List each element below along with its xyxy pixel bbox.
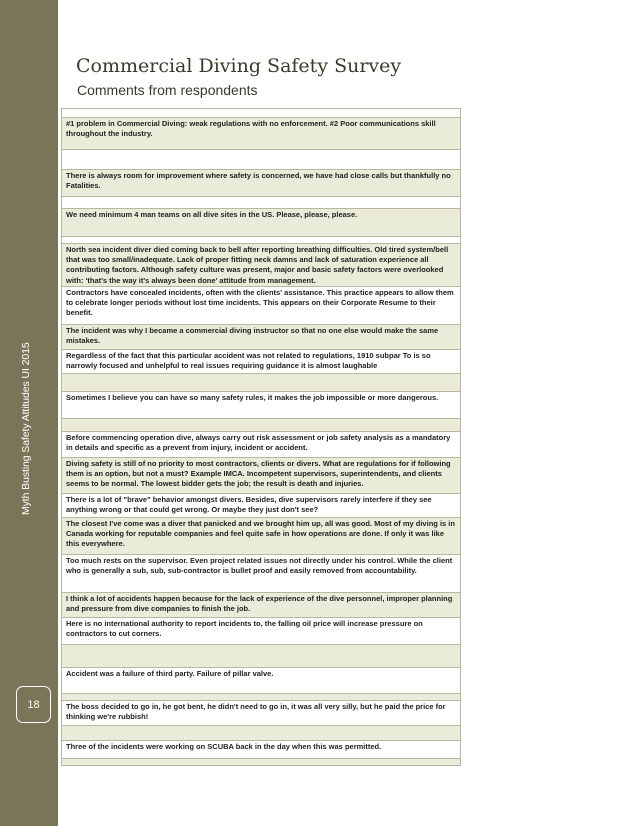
table-row: There is always room for improvement where safety is concerned, we have had close calls but thankfully no Fatalities. bbox=[62, 169, 460, 196]
table-row bbox=[62, 725, 460, 740]
table-row bbox=[62, 644, 460, 667]
table-row: There is a lot of "brave" behavior amongst divers. Besides, dive supervisors rarely interfere if they see anything wrong or that could get wrong. Or maybe they just don't see? bbox=[62, 493, 460, 517]
table-row: #1 problem in Commercial Diving: weak regulations with no enforcement. #2 Poor communications skill throughout the industry. bbox=[62, 117, 460, 149]
page-number: 18 bbox=[16, 686, 51, 723]
table-row bbox=[62, 109, 460, 117]
table-row: Sometimes I believe you can have so many safety rules, it makes the job impossible or more dangerous. bbox=[62, 391, 460, 418]
table-row bbox=[62, 196, 460, 208]
page-title: Commercial Diving Safety Survey bbox=[76, 55, 402, 77]
table-row bbox=[62, 758, 460, 765]
table-row bbox=[62, 236, 460, 243]
table-row bbox=[62, 418, 460, 431]
table-row: Too much rests on the supervisor. Even project related issues not directly under his control. While the client who is generally a sub, sub, sub-contractor is bullet proof and easily removed from accountability. bbox=[62, 554, 460, 592]
comments-table bbox=[61, 108, 461, 766]
table-row bbox=[62, 373, 460, 391]
table-row: The closest I've come was a diver that panicked and we brought him up, all was good. Most of my diving is in Canada working for reputable companies and feel quite safe in how operations are done. If only it was like this everywhere. bbox=[62, 517, 460, 554]
table-row bbox=[62, 693, 460, 700]
table-row: Contractors have concealed incidents, often with the clients' assistance. This practice appears to allow them to celebrate longer periods without lost time incidents. This appears on their Corporate Resume to their benefit. bbox=[62, 286, 460, 324]
table-row: Here is no international authority to report incidents to, the falling oil price will increase pressure on contractors to cut corners. bbox=[62, 617, 460, 644]
table-row: Before commencing operation dive, always carry out risk assessment or job safety analysis as a mandatory in details and specific as a prevent from injury, incident or accident. bbox=[62, 431, 460, 457]
page-subtitle: Comments from respondents bbox=[77, 82, 258, 98]
side-title: Myth Busting Safety Attitudes UI 2015 bbox=[20, 342, 32, 515]
table-row: North sea incident diver died coming back to bell after reporting breathing difficulties. Old tired system/bell that was too small/inadequate. Lack of proper fitting neck damns and lack of saturation experience all contributing factors. Although safety culture was present, major and basic safety factors were overlooked with: 'that's the way it's always been done' attitude from management. bbox=[62, 243, 460, 286]
table-row: Diving safety is still of no priority to most contractors, clients or divers. What are regulations for if following them is an option, but not a must? Example IMCA. Incompetent supervisors, superintendents, and clients seems to be normal. The lowest bidder gets the job; the result is death and injuries. bbox=[62, 457, 460, 493]
table-row: The boss decided to go in, he got bent, he didn't need to go in, it was all very silly, but he paid the price for thinking we're rubbish! bbox=[62, 700, 460, 725]
table-row bbox=[62, 149, 460, 169]
table-row: I think a lot of accidents happen because for the lack of experience of the dive personnel, improper planning and pressure from dive companies to finish the job. bbox=[62, 592, 460, 617]
table-row: Three of the incidents were working on SCUBA back in the day when this was permitted. bbox=[62, 740, 460, 758]
table-row: The incident was why I became a commercial diving instructor so that no one else would make the same mistakes. bbox=[62, 324, 460, 349]
table-row: We need minimum 4 man teams on all dive sites in the US. Please, please, please. bbox=[62, 208, 460, 236]
table-row: Accident was a failure of third party. Failure of pillar valve. bbox=[62, 667, 460, 693]
table-row: Regardless of the fact that this particular accident was not related to regulations, 1910 subpar To is so narrowly focused and unhelpful to real issues requiring guidance it is almost laughable bbox=[62, 349, 460, 373]
